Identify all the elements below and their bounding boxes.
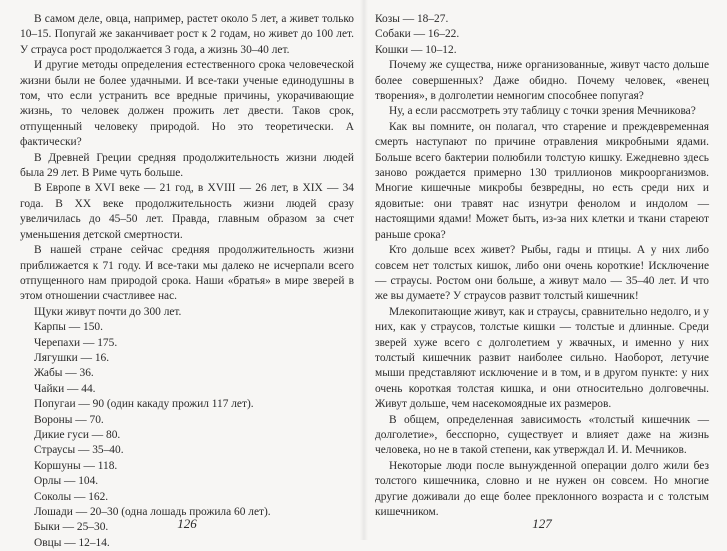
book-gutter (360, 0, 368, 540)
lifespan-list-continued (375, 12, 709, 58)
paragraph: В Европе в XVI веке — 21 год, в XVIII — 26 лет, в XIX — 34 года. В XX веке продолжительность жизни людей сразу увеличилась до 45–50 лет. Правда, главным образом за счет уменьшения детской смертности. (20, 182, 354, 241)
paragraph: В нашей стране сейчас средняя продолжительность жизни приближается к 71 году. И все-таки мы далеко не исчерпали всего отпущенного нам природой срока. Наши «братья» в мире зверей в этом отношении счастливее нас. (20, 244, 354, 303)
paragraph: Некоторые люди после вынужденной операции долго жили без толстого кишечника, словно и не нужен он совсем. Но многие другие доживали до еще более преклонного возраста и с толстым кишечником. (375, 459, 709, 518)
list-item: Дикие гуси — 80. (34, 428, 121, 441)
paragraph: В Древней Греции средняя продолжительность жизни людей была 29 лет. В Риме чуть больше. (20, 151, 354, 180)
list-item: Черепахи — 175. (34, 336, 118, 349)
list-item: Козы — 18–27. (375, 13, 449, 25)
list-item: Чайки — 44. (34, 382, 96, 395)
list-item: Собаки — 16–22. (375, 28, 460, 41)
list-item: Попугаи — 90 (один какаду прожил 117 лет). (34, 398, 254, 411)
paragraph: В общем, определенная зависимость «толстый кишечник — долголетие», бесспорно, существует и влияет даже на жизнь человека, но не в такой степени, как утверждал И. И. Мечников. (375, 413, 709, 457)
list-item: Орлы — 104. (34, 475, 99, 488)
list-item: Страусы — 35–40. (34, 444, 124, 457)
list-item: Вороны — 70. (34, 413, 104, 426)
list-item: Быки — 25–30. (34, 521, 109, 534)
paragraph: И другие методы определения естественного срока человеческой жизни были не более удачными. И все-таки ученые единодушны в том, что если устранить все вредные причины, укорачивающие жизнь, то человек должен прожить лет двести. Таков срок, отпущенный человеку природой. Но это теоретически. А фактически? (20, 59, 354, 149)
list-item: Лягушки — 16. (34, 351, 110, 364)
list-intro: Щуки живут почти до 300 лет. (34, 305, 182, 318)
paragraph: Как вы помните, он полагал, что старение и преждевременная смерть наступают по причине отравления микробными ядами. Больше всего бактерии полюбили толстую кишку. Ежедневно здесь заново рождается примерно 130 триллионов микроорганизмов. Многие кишечные микробы безвредны, но есть среди них и ядовитые: они травят нас изнутри фенолом и индолом — настоящими ядами! Может быть, из-за них клетки и ткани стареют раньше срока? (375, 120, 709, 241)
paragraph: Кто дольше всех живет? Рыбы, гады и птицы. А у них либо совсем нет толстых кишок, либо они очень короткие! Исключение — страусы. Ростом они больше, а живут мало — 35–40 лет. И что же вы думаете? У страусов развит толстый кишечник! (375, 244, 709, 303)
page-number: 126 (177, 516, 197, 531)
paragraph: В самом деле, овца, например, растет около 5 лет, а живет только 10–15. Попугай же заканчивает рост к 2 годам, но живет до 100 лет. У страуса рост продолжается 3 года, а жизнь 30–40 лет. (20, 13, 354, 56)
page-number: 127 (532, 516, 552, 531)
list-item: Карпы — 150. (34, 321, 103, 334)
right-page (375, 12, 709, 532)
left-page (20, 12, 354, 549)
list-item: Жабы — 36. (34, 367, 94, 380)
list-item: Соколы — 162. (34, 490, 109, 503)
list-item: Кошки — 10–12. (375, 43, 457, 56)
list-item: Овцы — 12–14. (34, 536, 110, 549)
paragraph: Почему же существа, ниже организованные, живут часто дольше более совершенных? Даже обидно. Почему человек, «венец творения», в долголетии немногим способнее попугая? (375, 59, 709, 103)
list-item: Коршуны — 118. (34, 459, 118, 472)
paragraph: Млекопитающие живут, как и страусы, сравнительно недолго, и у них, как у страусов, толстые кишки — толстые и длинные. Среди зверей хуже всего с долголетием у жвачных, и именно у них толстый кишечник развит наиболее сильно. Наоборот, летучие мыши представляют исключение и в том, и в другом пункте: у них очень короткая толстая кишка, и они относительно долговечны. Живут дольше, чем насекомоядные их размеров. (375, 305, 709, 411)
paragraph: Ну, а если рассмотреть эту таблицу с точки зрения Мечникова? (389, 105, 696, 118)
list-item: Лошади — 20–30 (одна лошадь прожила 60 лет). (34, 506, 271, 518)
